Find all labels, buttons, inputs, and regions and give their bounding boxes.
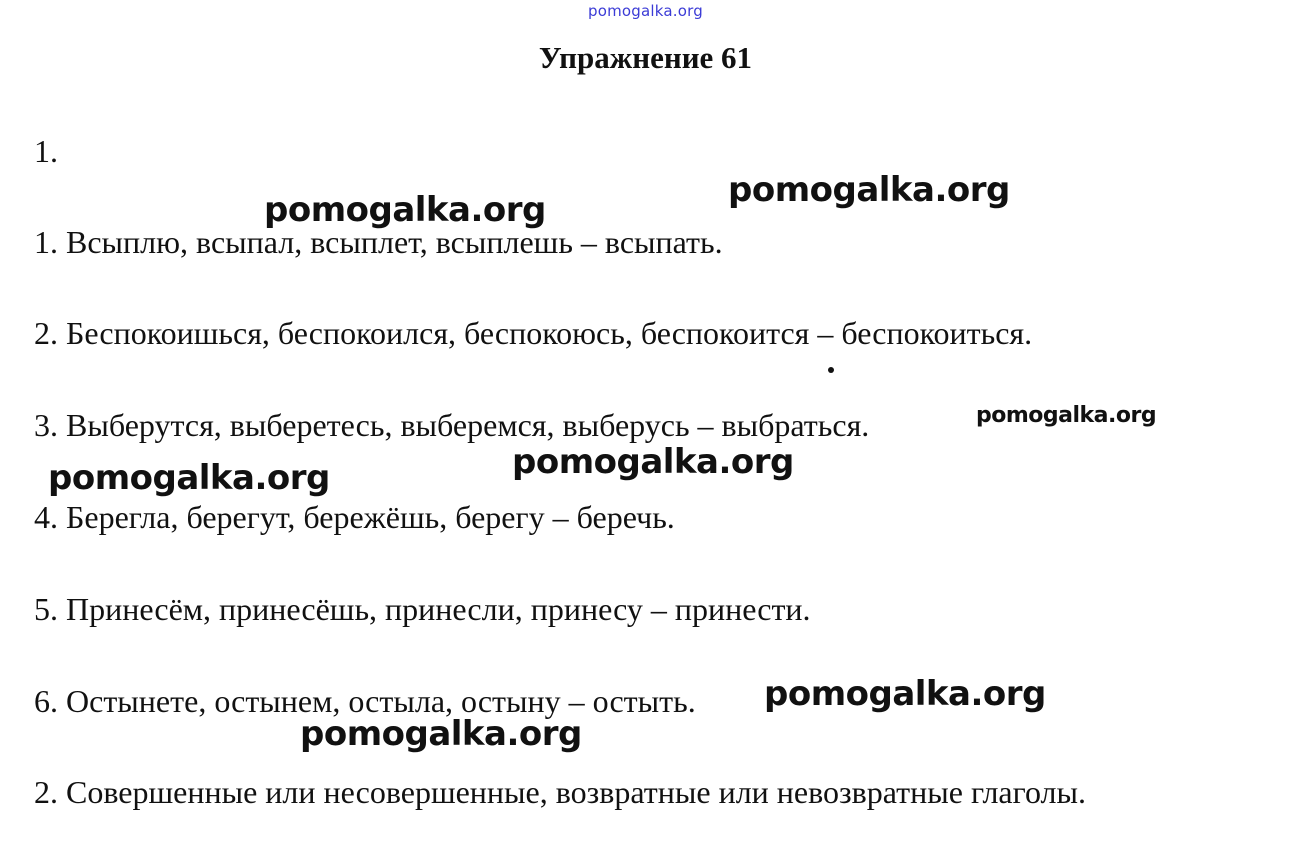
top-watermark-text: pomogalka.org <box>588 2 703 20</box>
answer-line-5: 5. Принесём, принесёшь, принесли, принесу – принести. <box>34 591 811 627</box>
answer-line-1: 1. Всыплю, всыпал, всыплет, всыплешь – всыпать. <box>34 224 723 260</box>
page-title: Упражнение 61 <box>538 40 753 75</box>
watermark: pomogalka.org <box>764 674 1046 714</box>
answer-line-6: 6. Остынете, остынем, остыла, остыну – остыть. <box>34 683 696 719</box>
watermark: pomogalka.org <box>512 442 794 482</box>
section-1-number: 1. <box>34 133 58 169</box>
watermark: pomogalka.org <box>976 403 1157 428</box>
answer-line-4: 4. Берегла, берегут, бережёшь, берегу – беречь. <box>34 499 675 535</box>
watermark: pomogalka.org <box>728 170 1010 210</box>
watermark: pomogalka.org <box>300 714 582 754</box>
answer-line-3: 3. Выберутся, выберетесь, выберемся, выберусь – выбраться. <box>34 407 870 443</box>
answer-line-2: 2. Беспокоишься, беспокоился, беспокоюсь, беспокоится – беспокоиться. <box>34 315 1033 351</box>
stray-dot <box>828 367 834 373</box>
watermark: pomogalka.org <box>264 190 546 230</box>
section-2-text: 2. Совершенные или несовершенные, возвратные или невозвратные глаголы. <box>34 774 1086 810</box>
watermark: pomogalka.org <box>48 458 330 498</box>
